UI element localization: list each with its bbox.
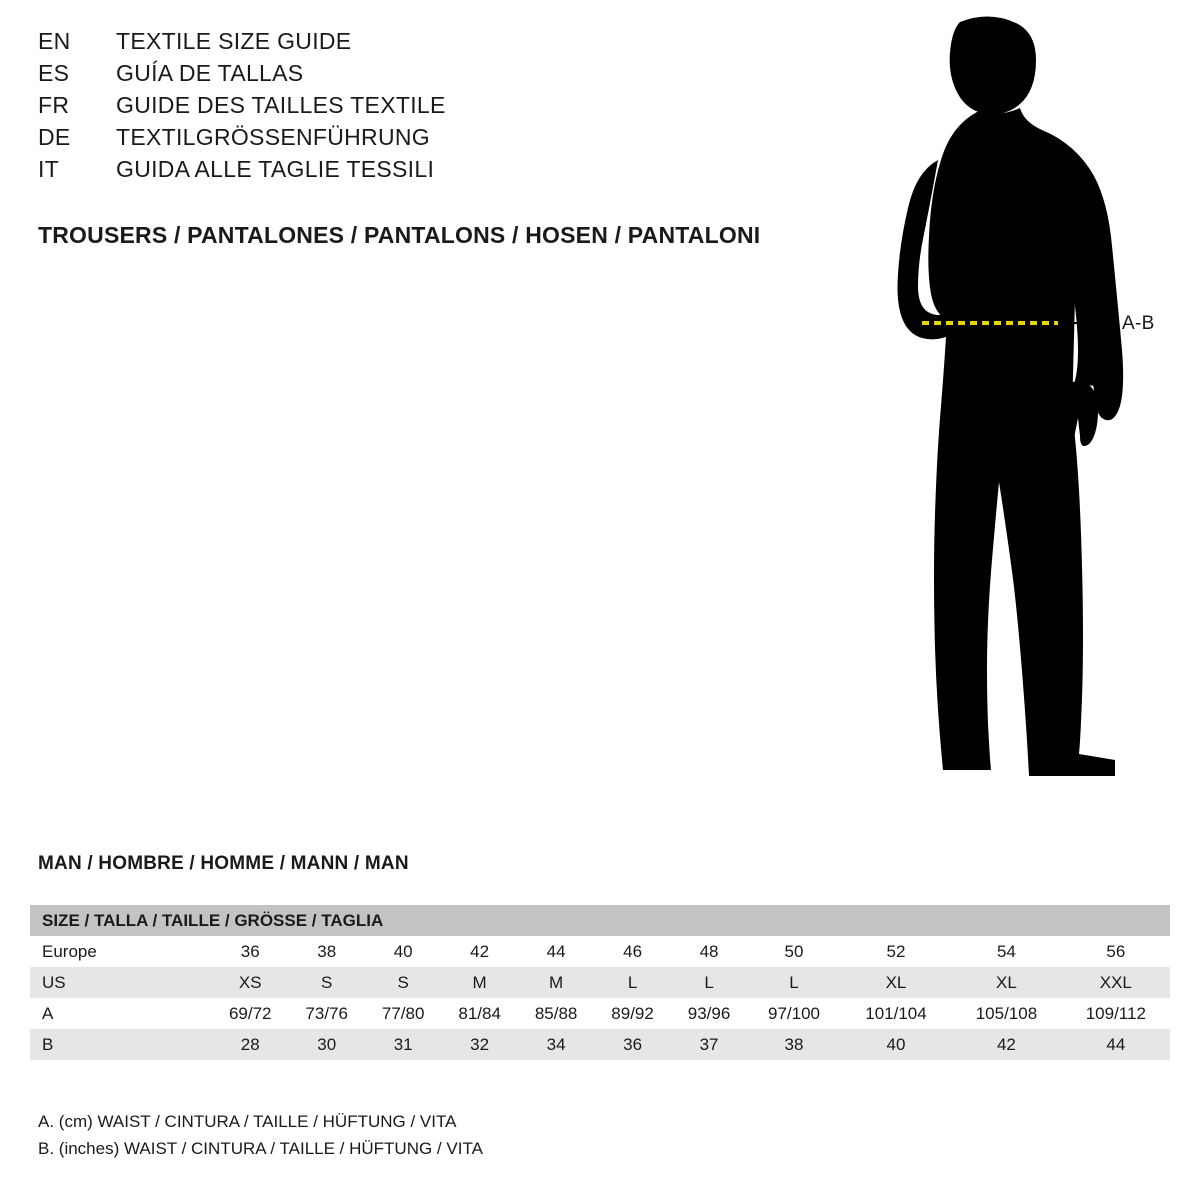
cell-us-8: XL [841,967,951,998]
cell-europe-4: 44 [546,941,566,961]
cell-europe-3: 42 [470,941,490,961]
cell-a-0: 69/72 [228,1003,272,1023]
language-text-es: GUÍA DE TALLAS [116,60,304,86]
table-caption-man: MAN / HOMBRE / HOMME / MANN / MAN [38,853,409,874]
cell-a-1: 73/76 [305,1003,348,1023]
cell-a-6: 93/96 [687,1003,731,1023]
language-code-it: IT [38,156,60,182]
cell-b-3: 32 [441,1029,517,1060]
cell-us-4: M [518,967,594,998]
language-row-it [38,156,798,188]
footnote-b: B. (inches) WAIST / CINTURA / TAILLE / HÜFTUNG / VITA [38,1139,483,1158]
cell-europe-5: 46 [623,941,643,961]
table-header-label: SIZE / TALLA / TAILLE / GRÖSSE / TAGLIA [30,905,1170,936]
cell-europe-9: 54 [996,941,1016,961]
language-row-fr [38,92,798,124]
language-row-en [38,28,798,60]
cell-b-9: 42 [951,1029,1061,1060]
language-code-es: ES [38,60,70,86]
language-code-de: DE [38,124,71,150]
cell-us-0: XS [212,967,288,998]
table-row [30,936,1170,967]
language-text-de: TEXTILGRÖSSENFÜHRUNG [116,124,430,150]
waist-measure-label: A-B [1122,313,1155,334]
table-row [30,967,1170,998]
language-code-en: EN [38,28,71,54]
language-title-list [38,28,798,188]
cell-europe-7: 50 [784,941,804,961]
cell-us-10: XXL [1062,967,1170,998]
size-table [30,905,1170,1060]
cell-europe-10: 56 [1106,941,1126,961]
language-code-fr: FR [38,92,70,118]
cell-europe-2: 40 [393,941,413,961]
row-label-a: A [42,1003,54,1023]
cell-a-2: 77/80 [381,1003,425,1023]
cell-a-3: 81/84 [458,1003,501,1023]
cell-b-8: 40 [841,1029,951,1060]
row-label-europe: Europe [42,941,97,961]
cell-b-1: 30 [288,1029,364,1060]
language-text-fr: GUIDE DES TAILLES TEXTILE [116,92,446,118]
cell-europe-1: 38 [317,941,337,961]
cell-a-10: 109/112 [1085,1003,1146,1023]
language-row-de [38,124,798,156]
cell-b-6: 37 [671,1029,747,1060]
cell-europe-6: 48 [699,941,719,961]
cell-us-2: S [365,967,441,998]
cell-us-9: XL [951,967,1061,998]
cell-a-8: 101/104 [865,1003,927,1023]
table-header-row [30,905,1170,936]
footnotes [38,1108,483,1162]
cell-b-10: 44 [1062,1029,1170,1060]
cell-a-9: 105/108 [975,1003,1038,1023]
cell-b-0: 28 [212,1029,288,1060]
table-row [30,998,1170,1029]
language-text-en: TEXTILE SIZE GUIDE [116,28,352,54]
cell-b-2: 31 [365,1029,441,1060]
garment-section-title: TROUSERS / PANTALONES / PANTALONS / HOSEN / PANTALONI [38,222,761,248]
silhouette-shape [898,16,1124,776]
cell-b-5: 36 [594,1029,670,1060]
cell-europe-0: 36 [240,941,260,961]
cell-us-6: L [671,967,747,998]
cell-us-1: S [288,967,364,998]
language-text-it: GUIDA ALLE TAGLIE TESSILI [116,156,435,182]
table-row [30,1029,1170,1060]
footnote-a: A. (cm) WAIST / CINTURA / TAILLE / HÜFTUNG / VITA [38,1112,457,1131]
cell-europe-8: 52 [886,941,906,961]
cell-b-7: 38 [747,1029,840,1060]
cell-b-4: 34 [518,1029,594,1060]
cell-us-7: L [747,967,840,998]
cell-a-5: 89/92 [611,1003,654,1023]
male-silhouette-figure [790,10,1190,810]
cell-us-3: M [441,967,517,998]
cell-us-5: L [594,967,670,998]
cell-a-7: 97/100 [768,1003,821,1023]
row-label-us: US [30,967,212,998]
language-row-es [38,60,798,92]
cell-a-4: 85/88 [534,1003,578,1023]
row-label-b: B [30,1029,212,1060]
